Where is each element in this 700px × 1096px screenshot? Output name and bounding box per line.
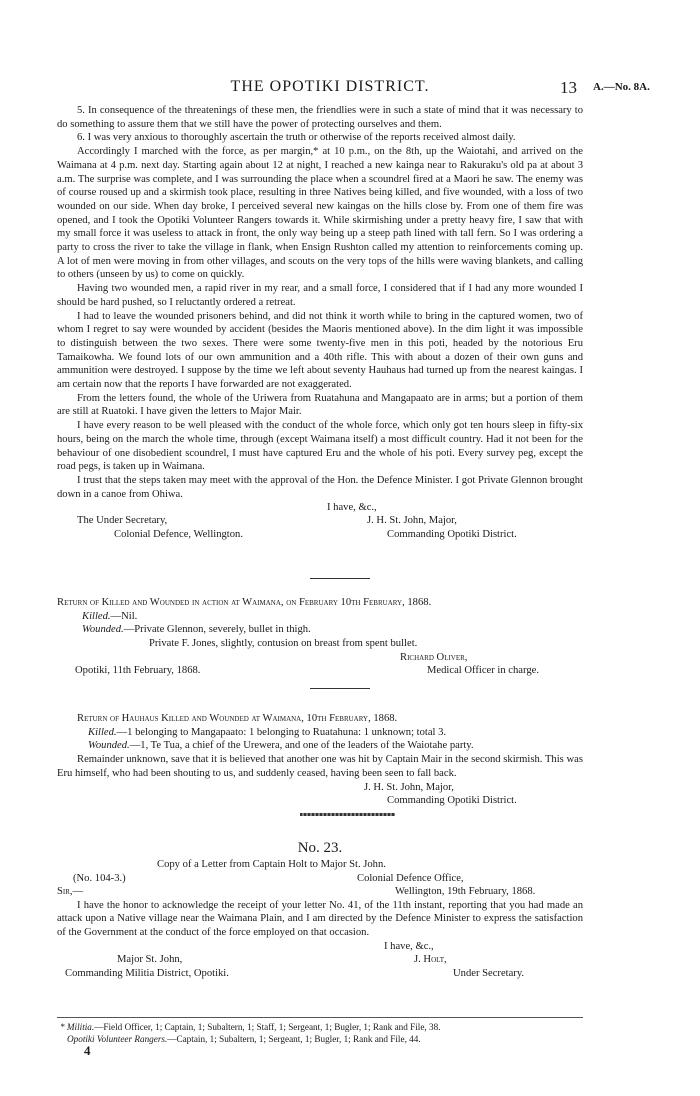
return-1-signer-title: Medical Officer in charge. [427,664,539,676]
addressee-line-2: Colonial Defence, Wellington. [114,529,243,541]
letter-23-addressee-1: Major St. John, [117,953,183,965]
section-divider-2 [310,688,370,689]
return-2-remainder: Remainder unknown, save that it is believed that another one was hit by Captain Mair in the second skirmish. This was Eru himself, who had been shouting to us, and suddenly ceased, having been seen to fall back. [57,754,583,779]
footnote-rangers: Opotiki Volunteer Rangers.—Captain, 1; Subaltern, 1; Sergeant, 1; Bugler, 1; Rank and File, 44. [67,1034,421,1044]
return-2-wounded: Wounded.—1, Te Tua, a chief of the Urewera, and one of the leaders of the Waiotahe party. [88,740,474,752]
footnote-rule [57,1017,583,1018]
letter-23-date: Wellington, 19th February, 1868. [395,885,536,897]
return-2-heading: Return of Hauhaus Killed and Wounded at Waimana, 10th February, 1868. [77,713,398,724]
return-killed-wounded [57,596,583,679]
return-1-signoff [57,651,583,679]
signature-name: J. H. St. John, Major, [367,515,457,527]
letter-closing: I have, &c., [327,502,377,514]
return-2-signoff [57,781,583,809]
return-1-signer: Richard Oliver, [400,651,468,663]
return-1-heading: Return of Killed and Wounded in action at Waimana, on February 10th February, 1868. [57,597,432,608]
paragraph-approval: I trust that the steps taken may meet with the approval of the Hon. the Defence Minister. I got Private Glennon brought down in a canoe from Ohiwa. [57,474,583,500]
paragraph-letters: From the letters found, the whole of the Uriwera from Ruatahuna and Mangapaato are in arms; but a portion of them are still at Ruatoki. I have given the letters to Major Mair. [57,392,583,418]
ornamental-rule [300,813,395,816]
letter-23-signoff [57,940,583,981]
footnote [57,1021,583,1057]
footnote-militia: * Militia.—Field Officer, 1; Captain, 1; Subaltern, 1; Staff, 1; Sergeant, 1; Bugler, 1; Rank and File, 38. [60,1022,441,1032]
section-divider [310,578,370,579]
letter-23-ref: (No. 104-3.) [73,872,126,884]
letter-signoff [57,501,583,542]
return-1-place-date: Opotiki, 11th February, 1868. [75,664,201,676]
letter-23-salutation: Sir,— [57,885,84,897]
return-1-killed: Killed.—Nil. [82,610,138,622]
return-hauhaus [57,712,583,809]
paragraph-march: Accordingly I marched with the force, as per margin,* at 10 p.m., on the 8th, up the Waiotahi, and arrived on the Waimana at 4 p.m. next day. Starting again about 12 at night, I reached a new kainga near to Rakuraku's old pa at about 3 a.m. The surprise was complete, and I was surrounding the place when a scoundrel fired at a Maori he saw. The enemy was of course roused up and a skirmish took place, resulting in three Natives being killed, and five wounded, with a loss of two wounded on our side. When day broke, I perceived several new kaingas on the hills close by. From one of them fire was opened, and I took the Opotiki Volunteer Rangers towards it. While skirmishing under a pretty heavy fire, I saw that with my small force it was useless to attack in front, the only way being up a steep path lined with tall fern. So I was ordering a party to cross the river to take the village in flank, when Ensign Rushton called my attention to reinforcements coming up. A lot of men were moving in from other villages, and scouts on the very tops of the hills were waving blankets, and calling to others (unseen by us) to come on quickly. [57,146,583,281]
return-2-killed: Killed.—1 belonging to Mangapaato: 1 belonging to Ruatahuna: 1 unknown; total 3. [88,726,447,738]
addressee-line-1: The Under Secretary, [77,515,168,527]
letter-23-signer: J. Holt, [414,953,447,965]
page-number: 13 [560,78,577,97]
page-header [0,78,700,100]
running-title: THE OPOTIKI DISTRICT. [230,78,430,95]
return-1-wounded: Wounded.—Private Glennon, severely, bullet in thigh. [82,624,311,636]
letter-title: Copy of a Letter from Captain Holt to Major St. John. [157,859,386,870]
paragraph-conduct: I have every reason to be well pleased with the conduct of the whole force, which only got ten hours sleep in fifty-six hours, being on the march the whole time, through (except Waimana itself) a most difficult country. Had it not been for the behaviour of one disobedient scoundrel, I must have captured Eru and the whole of his poti. Every survey peg, except the road pegs, is taken up in Waimana. [57,420,583,473]
letter-23-body: I have the honor to acknowledge the receipt of your letter No. 41, of the 11th instant, reporting that you had made an attack upon a Native village near the Waimana Plain, and I am directed by the Defence Minister to express the satisfaction of the Government at the conduct of the force employed on that occasion. [57,899,583,939]
letter-23-addressee-2: Commanding Militia District, Opotiki. [65,967,229,979]
signature-title: Commanding Opotiki District. [387,529,517,541]
letter-body [57,104,583,542]
document-reference: A.—No. 8A. [593,81,650,93]
letter-23-signer-title: Under Secretary. [453,967,525,979]
letter-23-heading [57,872,583,913]
letter-no-23 [57,838,583,981]
paragraph-retreat: Having two wounded men, a rapid river in my rear, and a small force, I considered that if I had any more wounded I should be hard pushed, so I reluctantly ordered a retreat. [57,283,583,308]
paragraph-prisoners: I had to leave the wounded prisoners behind, and did not think it worth while to bring in the captured women, two of whom I regret to say were wounded by accident (besides the Maoris mentioned above). In the dim light it was impossible to distinguish between the two sexes. There were some twenty-five men in this poti, headed by the notorious Eru Tamaikowha. We found lots of our own ammunition and a 40th rifle. This with about a dozen of their own guns and ammunition were destroyed. I suppose by the time we left about seventy Hauhaus had turned up from the nearest kaingas. I am certain now that the reports I have forwarded are not exaggerated. [57,310,583,391]
letter-23-office: Colonial Defence Office, [357,872,464,884]
return-1-wounded-2: Private F. Jones, slightly, contusion on breast from spent bullet. [149,638,418,650]
letter-23-closing: I have, &c., [384,940,434,952]
return-2-signature-name: J. H. St. John, Major, [364,781,454,793]
paragraph-5: 5. In consequence of the threatenings of these men, the friendlies were in such a state of mind that it was necessary to do something to assure them that we still have the power of protecting ourselves and them. [57,105,583,130]
paragraph-6: 6. I was very anxious to thoroughly ascertain the truth or otherwise of the reports received almost daily. [77,132,516,144]
return-2-signature-title: Commanding Opotiki District. [387,794,517,806]
footnote-mark: 4 [84,1043,91,1058]
letter-number: No. 23. [297,840,343,856]
